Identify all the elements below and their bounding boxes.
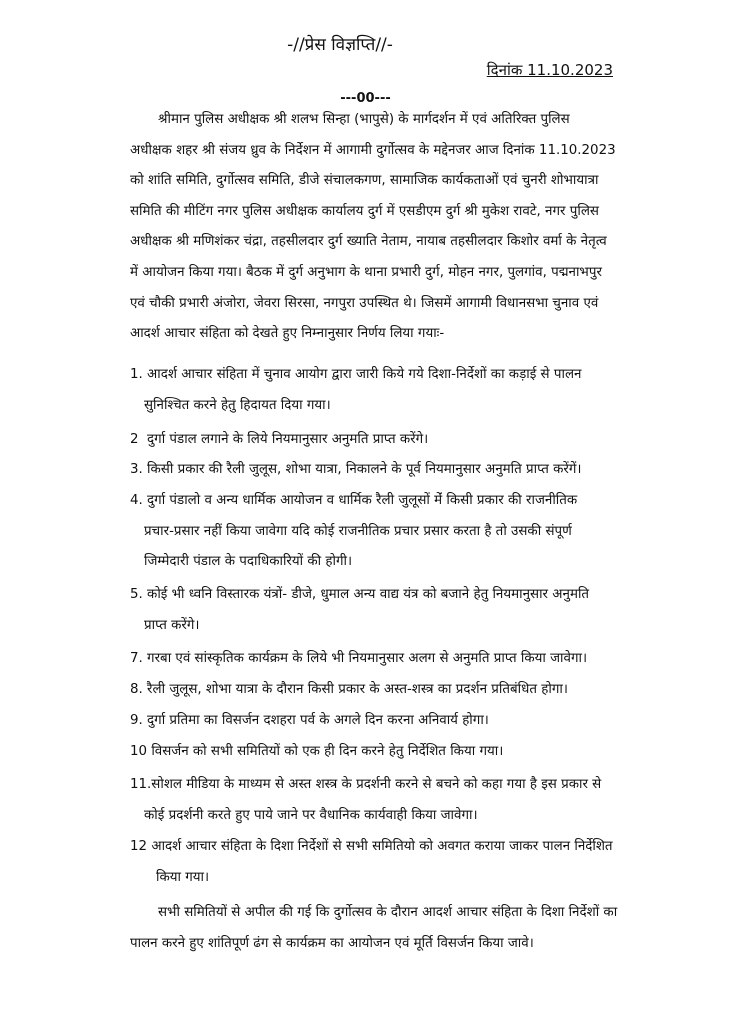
list-item bbox=[130, 706, 680, 737]
item-text: आदर्श आचार संहिता के दिशा निर्देशों से सभी समितियो को अवगत कराया जाकर पालन निर्देशित bbox=[151, 839, 613, 854]
item-text: प्रचार-प्रसार नहीं किया जावेगा यदि कोई राजनीतिक प्रचार प्रसार करता है तो उसकी संपूर्ण bbox=[144, 523, 572, 539]
list-item bbox=[130, 425, 680, 456]
item-number: 5. bbox=[130, 587, 143, 602]
item-text: सोशल मीडिया के माध्यम से अस्त शस्त्र के प्रदर्शनी करने से बचने को कहा गया है इस प्रकार से bbox=[151, 777, 602, 792]
intro-line: आदर्श आचार संहिता को देखते हुए निम्नानुसार निर्णय लिया गयाः- bbox=[130, 326, 445, 342]
list-item bbox=[130, 832, 680, 893]
item-text: विसर्जन को सभी समितियों को एक ही दिन करने हेतु निर्देशित किया गया। bbox=[151, 744, 504, 759]
item-number: 7. bbox=[130, 651, 143, 666]
item-text: प्राप्त करेंगे। bbox=[144, 617, 200, 633]
closing-line: सभी समितियों से अपील की गई कि दुर्गोत्सव के दौरान आदर्श आचार संहिता के दिशा निर्देशों का bbox=[158, 905, 618, 920]
list-item bbox=[130, 486, 680, 578]
list-item bbox=[130, 644, 680, 675]
list-item bbox=[130, 675, 680, 706]
item-number: 10 bbox=[130, 744, 148, 759]
item-text: दुर्गा पंडालो व अन्य धार्मिक आयोजन व धार्मिक रैली जुलूसों मेंं किसी प्रकार की राजनीतिक bbox=[147, 493, 578, 508]
item-number: 9. bbox=[130, 713, 143, 728]
document-title: -//प्रेस विज्ञप्ति//- bbox=[287, 35, 393, 55]
list-item bbox=[130, 737, 680, 768]
intro-line: समिति की मीटिंग नगर पुलिस अधीक्षक कार्यालय दुर्ग में एसडीएम दुर्ग श्री मुकेश रावटे, नगर पुलिस bbox=[130, 203, 599, 219]
item-number: 2 bbox=[130, 432, 139, 447]
item-number: 4. bbox=[130, 493, 143, 508]
intro-line: में आयोजन किया गया। बैठक में दुर्ग अनुभाग के थाना प्रभारी दुर्ग, मोहन नगर, पुलगांव, पद्मनाभपुर bbox=[130, 264, 602, 280]
item-text: कोई प्रदर्शनी करते हुए पाये जाने पर वैधानिक कार्यवाही किया जावेगा। bbox=[144, 807, 478, 823]
intro-line: एवं चौकी प्रभारी अंजोरा, जेवरा सिरसा, नगपुरा उपस्थित थे। जिसमें आगामी विधानसभा चुनाव एवं bbox=[130, 295, 599, 311]
closing-paragraph bbox=[130, 898, 680, 959]
item-text: दुर्गा प्रतिमा का विसर्जन दशहरा पर्व के अगले दिन करना अनिवार्य होगा। bbox=[147, 713, 489, 728]
intro-line: अधीक्षक श्री मणिशंकर चंद्रा, तहसीलदार दुर्ग ख्याति नेताम, नायाब तहसीलदार किशोर वर्मा के नेतृत्व bbox=[130, 234, 607, 250]
item-number: 3. bbox=[130, 462, 143, 477]
separator: ---00--- bbox=[340, 91, 391, 106]
intro-line: श्रीमान पुलिस अधीक्षक श्री शलभ सिन्हा (भापुसे) के मार्गदर्शन में एवं अतिरिक्त पुलिस bbox=[158, 112, 570, 127]
item-number: 1. bbox=[130, 367, 143, 382]
item-text: आदर्श आचार संहिता में चुनाव आयोग द्वारा जारी किये गये दिशा-निर्देशों का कड़ाई से पालन bbox=[147, 367, 582, 382]
item-text: कोई भी ध्वनि विस्तारक यंत्रों- डीजे, धुमाल अन्य वाद्य यंत्र को बजाने हेतु नियमानुसार अनुमति bbox=[147, 587, 590, 602]
list-item bbox=[130, 455, 680, 486]
item-text: दुर्गा पंडाल लगाने के लिये नियमानुसार अनुमति प्राप्त करेंगे। bbox=[147, 432, 429, 447]
item-text: गरबा एवं सांस्कृतिक कार्यक्रम के लिये भी नियमानुसार अलग से अनुमति प्राप्त किया जावेगा। bbox=[147, 651, 588, 666]
item-text: किया गया। bbox=[156, 869, 210, 885]
item-number: 11. bbox=[130, 777, 152, 792]
intro-line: को शांति समिति, दुर्गोत्सव समिति, डीजे संचालकगण, सामाजिक कार्यकताओं एवं चुनरी शोभायात्रा bbox=[130, 173, 599, 189]
list-item bbox=[130, 360, 680, 421]
intro-paragraph bbox=[130, 105, 678, 350]
intro-line: अधीक्षक शहर श्री संजय ध्रुव के निर्देशन में आगामी दुर्गोत्सव के मद्देनजर आज दिनांक 11.10.2023 bbox=[130, 142, 616, 158]
item-text: किसी प्रकार की रैली जुलूस, शोभा यात्रा, निकालने के पूर्व नियमानुसार अनुमति प्राप्त करेंगें। bbox=[147, 462, 582, 477]
item-number: 12 bbox=[130, 839, 148, 854]
list-item bbox=[130, 580, 680, 641]
item-text: जिम्मेदारी पंडाल के पदाधिकारियों की होगी। bbox=[144, 554, 353, 570]
item-number: 8. bbox=[130, 682, 143, 697]
document-date: दिनांक 11.10.2023 bbox=[486, 61, 613, 79]
list-item bbox=[130, 770, 680, 831]
item-text: सुनिश्चित करने हेतु हिदायत दिया गया। bbox=[144, 397, 331, 413]
item-text: रैली जुलूस, शोभा यात्रा के दौरान किसी प्रकार के अस्त-शस्त्र का प्रदर्शन प्रतिबंधित होगा। bbox=[147, 682, 568, 697]
closing-line: पालन करने हुए शांतिपूर्ण ढंग से कार्यक्रम का आयोजन एवं मूर्ति विसर्जन किया जावे। bbox=[130, 935, 534, 951]
